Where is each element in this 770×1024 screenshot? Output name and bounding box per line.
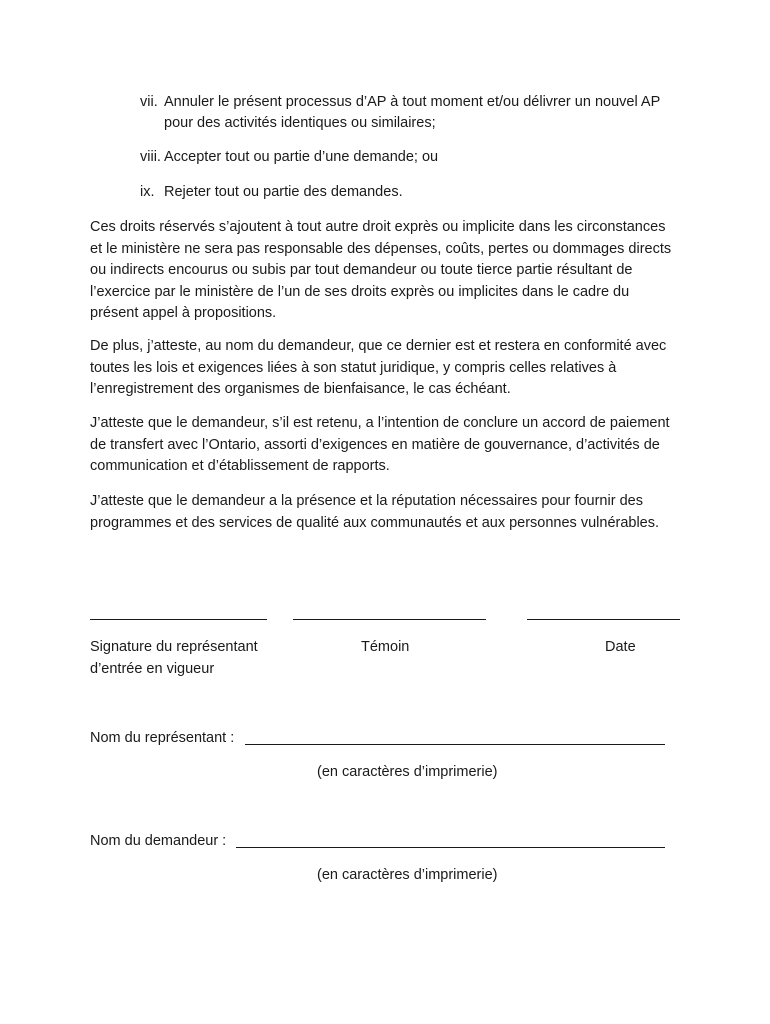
signature-line[interactable] — [90, 619, 267, 620]
paragraph-compliance-attestation: De plus, j’atteste, au nom du demandeur, que ce dernier est et restera en conformité avec toutes les lois et exigences liées à son statut juridique, y compris celles relatives à l’enregistrement des organismes de bienfaisance, le cas échéant. — [90, 338, 667, 397]
list-item-ix — [140, 182, 680, 203]
signature-label: Signature du représentant d’entrée en vigueur — [90, 639, 258, 677]
representative-name-field[interactable] — [245, 744, 665, 745]
date-label: Date — [605, 639, 636, 655]
list-item-text: Annuler le présent processus d’AP à tout moment et/ou délivrer un nouvel AP pour des activités identiques ou similaires; — [164, 94, 660, 131]
representative-name-label: Nom du représentant : — [90, 730, 235, 746]
list-marker: viii. — [140, 149, 161, 165]
date-line[interactable] — [527, 619, 680, 620]
witness-line[interactable] — [293, 619, 486, 620]
list-marker: vii. — [140, 94, 158, 110]
list-item-text: Rejeter tout ou partie des demandes. — [164, 184, 403, 200]
witness-label: Témoin — [361, 639, 410, 655]
list-item-text: Accepter tout ou partie d’une demande; ou — [164, 149, 439, 165]
list-marker: ix. — [140, 184, 155, 200]
applicant-name-label: Nom du demandeur : — [90, 833, 227, 849]
paragraph-transfer-agreement: J’atteste que le demandeur, s’il est retenu, a l’intention de conclure un accord de paiement de transfert avec l’Ontario, assorti d’exigences en matière de gouvernance, d’activités de communication et d’établissement de rapports. — [90, 415, 670, 474]
list-item-vii — [140, 92, 680, 134]
representative-name-note: (en caractères d’imprimerie) — [317, 764, 498, 780]
list-item-viii — [140, 147, 680, 168]
paragraph-reserved-rights: Ces droits réservés s’ajoutent à tout autre droit exprès ou implicite dans les circonstances et le ministère ne sera pas responsable des dépenses, coûts, pertes ou dommages directs ou indirects encourus ou subis par tout demandeur ou toute tierce partie résultant de l’exercice par le ministère de l’un de ses droits exprès ou implicites dans le cadre du présent appel à propositions. — [90, 219, 672, 321]
applicant-name-note: (en caractères d’imprimerie) — [317, 867, 498, 883]
paragraph-reputation-attestation: J’atteste que le demandeur a la présence et la réputation nécessaires pour fournir des programmes et des services de qualité aux communautés et aux personnes vulnérables. — [90, 493, 660, 531]
applicant-name-field[interactable] — [236, 847, 665, 848]
